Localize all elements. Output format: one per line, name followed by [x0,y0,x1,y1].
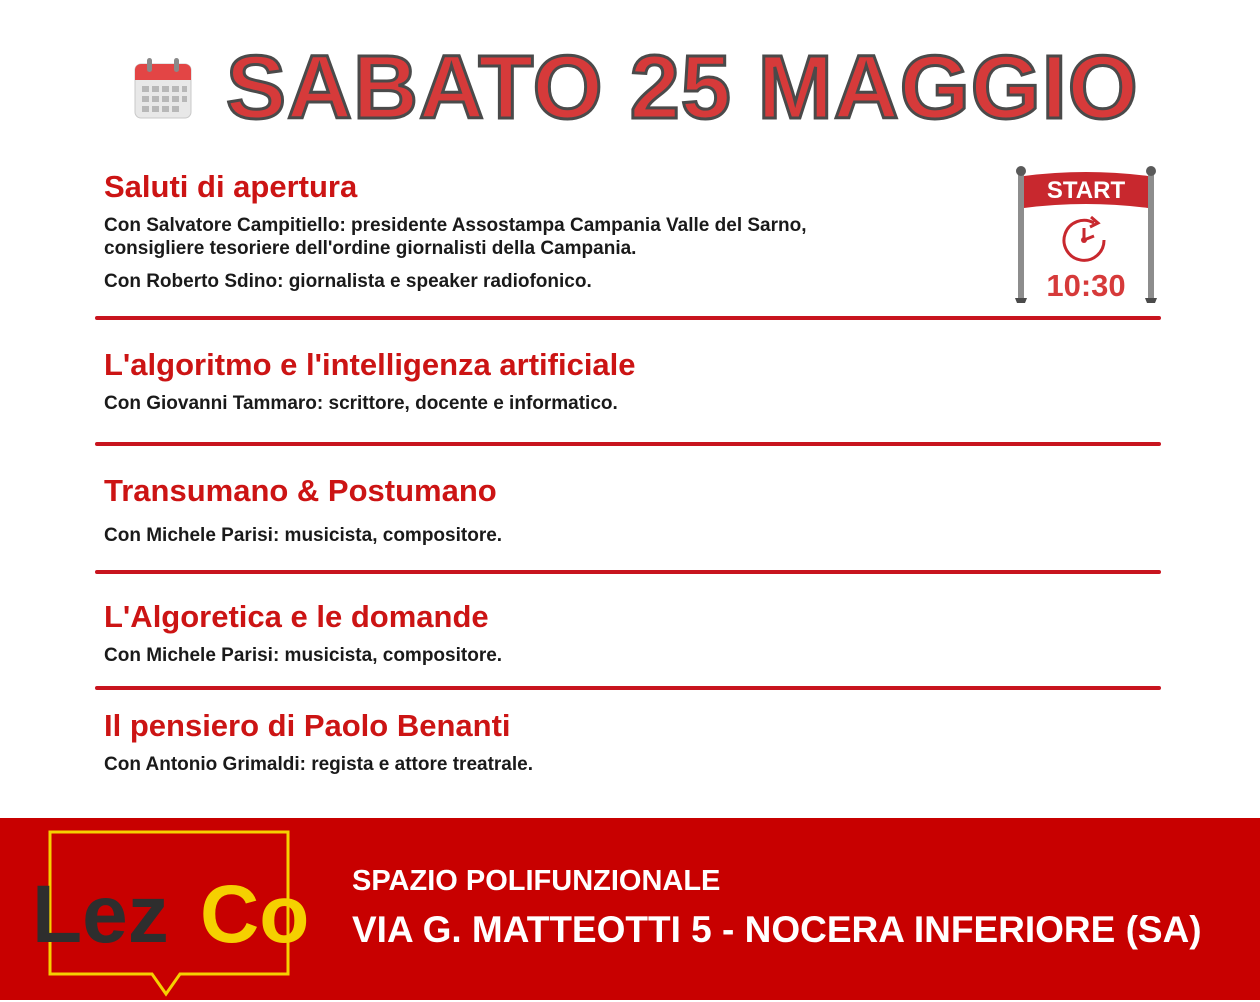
logo-text-lez: Lez [32,869,169,960]
session-item [104,472,1104,547]
footer [0,818,1260,1000]
calendar-icon [133,56,193,120]
divider [95,442,1161,446]
session-title: Transumano & Postumano [104,473,497,508]
session-description: Con Giovanni Tammaro: scrittore, docente e informatico. [104,393,618,414]
session-title: L'algoritmo e l'intelligenza artificiale [104,347,636,382]
logo-text-co: Co [200,869,310,960]
date-title: SABATO 25 MAGGIO [226,38,1139,138]
venue-address: VIA G. MATTEOTTI 5 - NOCERA INFERIORE (SA) [352,909,1202,950]
session-description: Con Michele Parisi: musicista, compositore. [104,645,503,666]
divider [95,316,1161,320]
venue-type: SPAZIO POLIFUNZIONALE [352,865,721,897]
session-item [104,707,1104,776]
divider [95,686,1161,690]
session-item [104,346,1104,415]
divider [95,570,1161,574]
page-header [0,32,1260,142]
session-description: Con Roberto Sdino: giornalista e speaker radiofonico. [104,271,592,292]
start-label: START [1046,177,1126,204]
lezco-logo [30,826,330,1002]
session-item [104,168,1104,293]
session-description [104,214,1104,260]
session-description-line: consigliere tesoriere dell'ordine giornalisti della Campania. [104,238,637,259]
session-title: L'Algoretica e le domande [104,599,489,634]
session-description: Con Antonio Grimaldi: regista e attore treatrale. [104,754,533,775]
session-description-line: Con Salvatore Campitiello: presidente Assostampa Campania Valle del Sarno, [104,215,807,236]
session-item [104,598,1104,667]
start-time: 10:30 [1046,268,1126,303]
session-description: Con Michele Parisi: musicista, compositore. [104,525,503,546]
session-title: Saluti di apertura [104,169,358,204]
session-title: Il pensiero di Paolo Benanti [104,708,511,743]
